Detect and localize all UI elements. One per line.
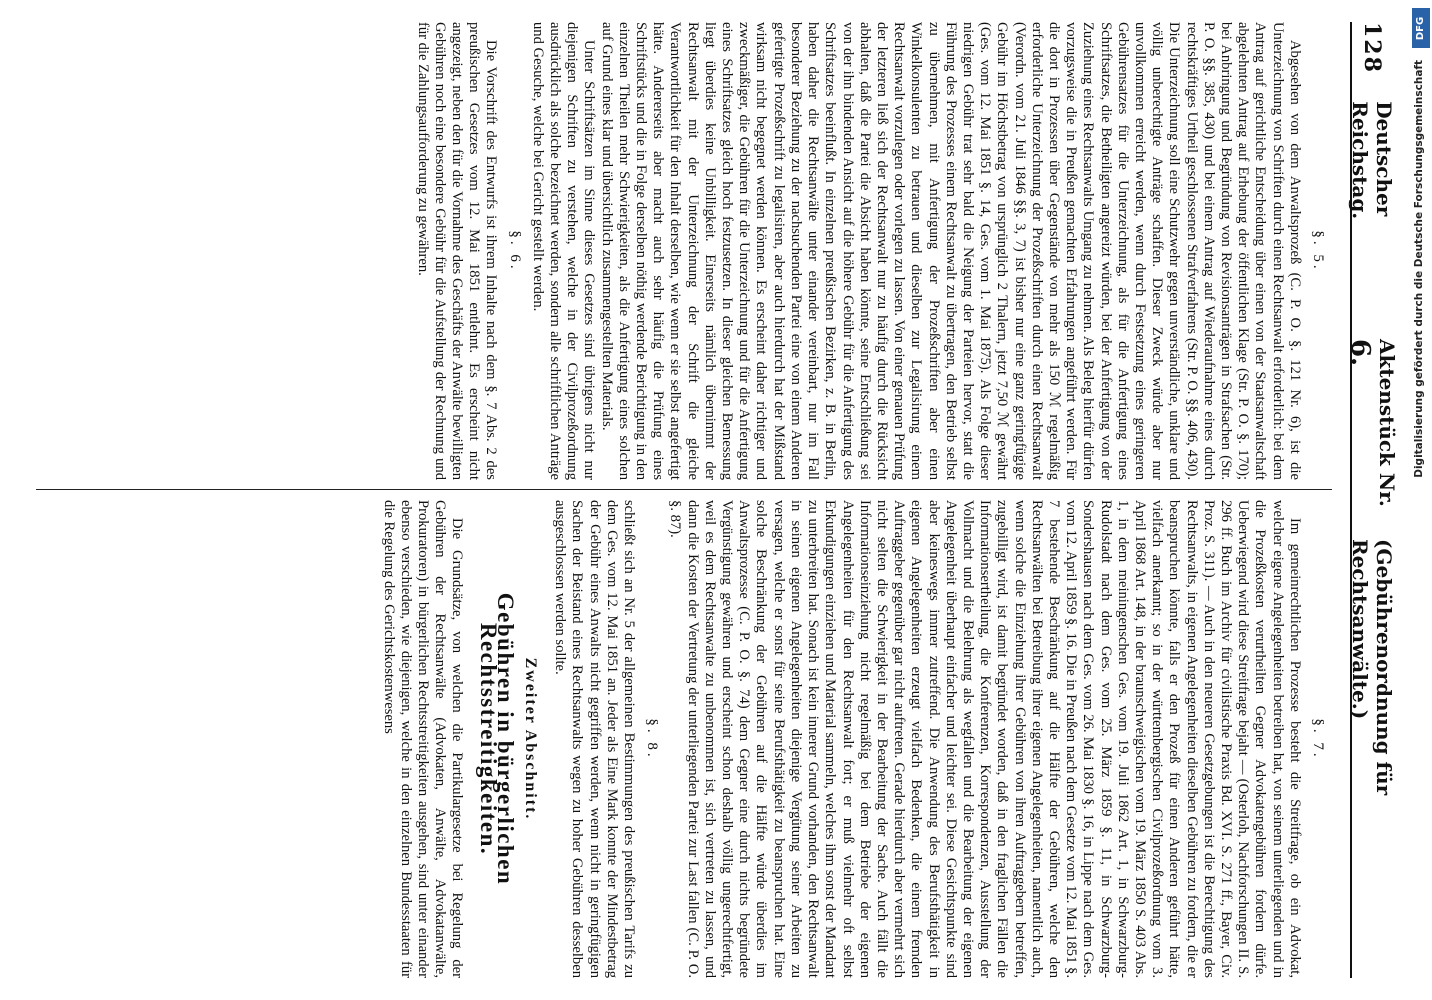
running-head-right: (Gebührenordnung für Rechtsanwälte.): [1348, 538, 1396, 796]
section-5-paragraph-1: Abgesehen von dem Anwaltsprozeß (C. P. O. §. 121 Nr. 6), ist die Unterzeichnung von Schriften durch einen Rechtsanwalt erforderlich: bei dem Antrag auf gerichtliche Entscheidung über einen von der Staatsanwaltschaft abgelehnten Antrag auf Erhebung der öffentlichen Klage (Str. P. O. §. 170); bei Anbringung und Begründung von Revisionsanträgen in Strafsachen (Str. P. O. §§. 385, 430) und bei einem Antrag auf Wiederaufnahme eines durch rechtskräftiges Urtheil geschlossenen Strafverfahrens (Str. P. O. §§. 406, 430). Die Unterzeichnung soll eine Schutzwehr gegen unverständliche, unklare und völlig unberechtigte Anträge schaffen. Dieser Zweck würde aber nur unvollkommen erreicht werden, wenn durch Festsetzung eines geringeren Gebührensatzes für die Unterzeichnung, als für die Anfertigung eines Schriftsatzes, die Betheiligten angereizt würden, bei der Anfertigung von der Zuziehung eines Rechtsanwalts Umgang zu nehmen. Als Beleg hierfür dürfen vorzugsweise die in Preußen gemachten Erfahrungen angeführt werden. Für die dort in Prozessen über Gegenstände von mehr als 150 ℳ regelmäßig erforderliche Unterzeichnung der Prozeßschriften durch einen Rechtsanwalt (Verordn. vom 21. Juli 1846 §§. 3, 7) ist bisher nur eine ganz geringfügige Gebühr im Höchstbetrag von ursprünglich 2 Thalern, jetzt 7,50 ℳ gewährt (Ges. vom 12. Mai 1851 §. 14, Ges. vom 1. Mai 1875). Als Folge dieser niedrigen Gebühr trat sehr bald die Neigung der Parteien hervor, statt die Führung des Prozesses einem Rechtsanwalt zu übertragen, den Betrieb selbst zu übernehmen, mit Anfertigung der Prozeßschriften aber einen Winkelkonsulenten zu betrauen und dieselben zur Legalisirung einem Rechtsanwalt vorzulegen oder vorlegen zu lassen. Von einer genauen Prüfung der letzteren ließ sich der Rechtsanwalt nur zu häufig durch die Rücksicht abhalten, daß die Partei die Absicht haben könnte, seine Entschließung sei von der ihn bindenden Ansicht auf die höhere Gebühr für die Anfertigung des Schriftsatzes beeinflußt. In einzelnen preußischen Bezirken, z. B. in Berlin, haben daher die Rechtsanwälte unter einander vereinbart, nur im Fall besonderer Beziehung zu der nachsuchenden Partei eine von einem Anderen gefertigte Prozeßschrift zu legalisiren, aber auch hierdurch hat der Mißstand wirksam nicht begegnet werden können. Es erscheint daher richtiger und zweckmäßiger, die Gebühren für die Unterzeichnung und für die Anfertigung eines Schriftsatzes gleich hoch festzusetzen. In dieser gleichen Bemessung liegt überdies keine Unbilligkeit. Einerseits nämlich übernimmt der Rechtsanwalt mit der Unterzeichnung der Schrift die gleiche Verantwortlichkeit für den Inhalt derselben, wie wenn er sie selbst angefertigt hätte. Andererseits aber macht auch sehr häufig die Prüfung eines Schriftstücks und die in Folge derselben nöthig werdende Berichtigung in den einzelnen Theilen mehr Schwierigkeiten, als die Anfertigung eines solchen auf Grund eines klar und übersichtlich zusammengestellten Materials.: [598, 22, 1303, 480]
dfg-logo: DFG: [1412, 8, 1430, 48]
section-6-paragraph-1: Die Vorschrift des Entwurfs ist ihrem Inhalte nach dem §. 7 Abs. 2 des preußischen Gesetzes vom 12. Mai 1851 entlehnt. Es erscheint nicht angezeigt, neben den für die Vornahme des Geschäfts der Anwälte bewilligten Gebühren noch eine besondere Gebühr für die Aufstellung der Rechnung und für die Zahlungsaufforderung zu gewähren.: [414, 22, 500, 480]
part-title: Gebühren in bürgerlichen Rechtsstreitigkeiten.: [475, 592, 518, 886]
section-5-heading: §. 5.: [1310, 230, 1326, 272]
section-6-heading: §. 6.: [506, 230, 523, 272]
column-divider: [36, 489, 1332, 490]
right-column: [20, 500, 1332, 978]
section-8-heading: §. 8.: [644, 718, 661, 760]
running-header: [1345, 22, 1399, 978]
section-5-paragraph-2: Unter Schriftsätzen im Sinne dieses Gesetzes sind übrigens nicht nur diejenigen Schriften zu verstehen, welche in der Civilprozeßordnung ausdrücklich als solche bezeichnet werden, sondern alle schriftlichen Anträge und Gesuche, welche bei Gericht gestellt werden.: [529, 22, 598, 480]
running-head-left: Deutscher Reichstag.: [1348, 101, 1396, 220]
digitization-sidebar: [1410, 0, 1432, 1000]
section-7-paragraph-1: Im gemeinrechtlichen Prozesse besteht die Streitfrage, ob ein Advokat, welcher eigene Angelegenheiten betreiben hat, von seinem unterliegenden und in die Prozeßkosten verurtheilten Gegner Advokatengebühren fordern dürfe. Ueberwiegend wird diese Streitfrage bejaht — (Osterloh, Nachforschungen II. S. 296 ff. Buch im Archiv für civilistische Praxis Bd. XVI. S. 271 ff., Bayer, Civ. Proz. S. 311). — Auch in den neueren Gesetzgebungen ist die Berechtigung des Rechtsanwalts, in eigenen Angelegenheiten dieselben Gebühren zu fordern, die er beanspruchen könnte, falls er den Prozeß für einen Anderen geführt hätte, vielfach anerkannt; so in der württembergischen Civilprozeßordnung vom 3. April 1868 Art. 148, in der braunschweigischen vom 19. März 1850 S. 403 Abs. 1, in dem meiningenschen Ges. vom 19. Juli 1862 Art. 1, in Schwarzburg-Rudolstadt nach dem Ges. vom 25. März 1859 §. 11, in Schwarzburg-Sondershausen nach dem Ges. vom 26. Mai 1830 §. 16, in Lippe nach dem Ges. vom 12. April 1859 §. 16. Die in Preußen nach dem Gesetze vom 12. Mai 1851 §. 7 bestehende Beschränkung auf die Hälfte der Gebühren, welche den Rechtsanwälten bei Betreibung ihrer eigenen Angelegenheiten, namentlich auch, wenn solche die Einziehung ihrer Gebühren von ihren Auftraggebern betreffen, zugebilligt wird, ist damit begründet worden, daß in den fraglichen Fällen die Informationsertheilung, die Konferenzen, Korrespondenzen, Ausstellung der Vollmacht und die Belehrung als wegfallen und die Bearbeitung der eigenen Angelegenheit überhaupt einfacher und leichter sei. Diese Gesichtspunkte sind aber keineswegs immer zutreffend. Die Anwendung des Berufsthätigkeit in eigenen Angelegenheiten erzeugt vielfach Bedenken, die einem fremden Auftraggeber gegenüber gar nicht auftreten. Gerade hierdurch aber vermehrt sich nicht selten die Schwierigkeit in der Bearbeitung der Sache. Auch fällt die Informationseinziehung nicht regelmäßig bei dem Betriebe der eigenen Angelegenheiten für den Rechtsanwalt fort; er muß vielmehr oft selbst Erkundigungen einziehen und Material sammeln, welches ihm sonst der Mandant zu unterbreiten hat. Sonach ist kein innerer Grund vorhanden, den Rechtsanwalt in seinen eigenen Angelegenheiten diejenige Vergütung seiner Arbeiten zu versagen, welche er sonst für seine Berufsthätigkeit zu beanspruchen hat. Eine solche Beschränkung der Gebühren auf die Hälfte würde überdies im Anwaltsprozesse (C. P. O. §. 74) dem Gegner eine durch nichts begründete Vergünstigung gewähren und erscheint schon deshalb völlig ungerechtfertigt, weil es dem Rechtsanwalte zu unbenommen ist, sich vertreten zu lassen, und dann die Kosten der Vertretung der unterliegenden Partei zur Last fallen (C. P. O. §. 87).: [667, 500, 1303, 978]
running-head-center-number: 6.: [1345, 338, 1375, 367]
running-head-center: [1345, 339, 1399, 539]
part-paragraph-1: Die Grundsätze, von welchen die Partikulargesetze bei Regelung der Gebühren der Rechtsanwälte (Advokaten, Anwälte, Advokatanwälte, Prokuratoren) in bürgerlichen Rechtsstreitigkeiten ausgehen, sind unter einander ebenso verschieden, wie diejenigen, welche in den einzelnen Bundesstaaten für die Regelung des Gerichtskostenwesens: [380, 500, 466, 978]
part-heading: Zweiter Abschnitt.: [522, 657, 540, 821]
left-column: [20, 22, 1332, 480]
section-7-heading: §. 7.: [1310, 718, 1326, 760]
page-number: 128: [1359, 22, 1385, 74]
section-8-paragraph-1: schließt sich an Nr. 5 der allgemeinen Bestimmungen des preußischen Tarifs zu dem Ges. vom 12. Mai 1851 an. Jeder als Eine Mark konnte der Mindestbetrag der Gebühr eines Anwalts nicht gegriffen werden, wenn nicht in geringfügigen Sachen der Beistand eines Rechtsanwalts wegen zu hoher Gebühren desselben ausgeschlossen werden sollte.: [552, 500, 638, 978]
digitization-credit: Digitalisierung gefördert durch die Deutsche Forschungsgemeinschaft: [1413, 60, 1425, 478]
running-head-center-prefix: Aktenstück Nr.: [1375, 338, 1399, 507]
